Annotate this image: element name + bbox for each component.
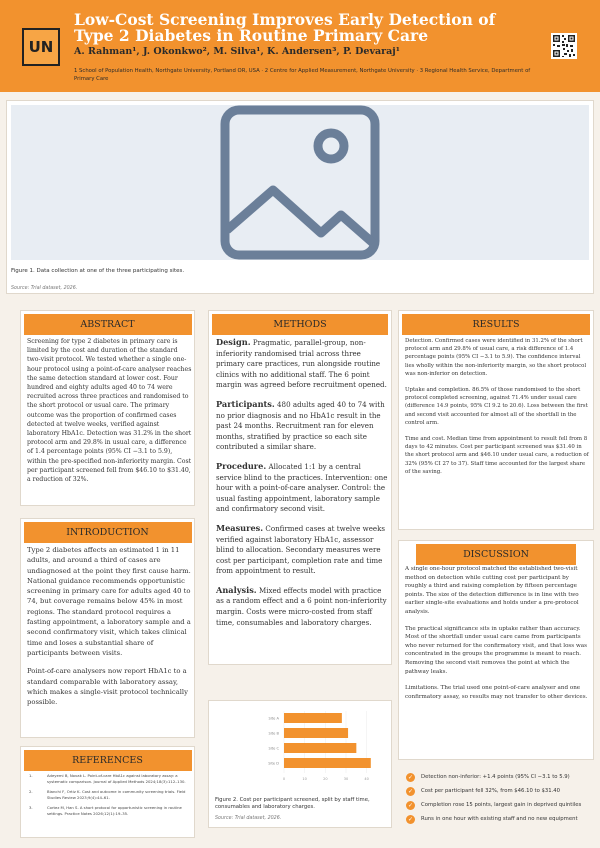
chart-bar xyxy=(284,728,348,738)
chart-bar xyxy=(284,758,371,768)
university-logo: UN xyxy=(22,28,60,66)
chart-category-label: Site A xyxy=(268,716,279,721)
discussion-limitations: Limitations. The trial used one point-of-care analyser and one confirmatory assay, so results may not transfer to other devices. xyxy=(405,685,588,700)
introduction-panel xyxy=(20,518,195,738)
reference-item: 1. Adeyemi B, Novak L. Point-of-care HbA1c against laboratory assay: a systematic comparison. Journal of Applied Methods 2024;18(3):112–130. xyxy=(29,773,186,784)
check-icon: ✓ xyxy=(407,773,414,781)
image-placeholder-icon xyxy=(11,105,589,260)
abstract-text: Screening for type 2 diabetes in primary care is limited by the cost and duration of the standard two-visit protocol. We tested whether a single one-hour protocol using a point-of-care analyser reaches the same detection standard at lower cost. Four hundred and eighty adults aged 40 to 74 were recruited across three practices and randomised to the short protocol or usual care. The primary outcome was the proportion of confirmed cases detected at twelve weeks, verified against laboratory HbA1c. Detection was 31.2% in the short protocol arm and 29.8% in usual care, a difference of 1.4 percentage points (95% CI −3.1 to 5.9), within the pre-specified non-inferiority margin. Cost per participant screened fell from $46.10 to $31.40, a reduction of 32%. xyxy=(27,338,192,484)
chart-bar xyxy=(284,743,356,753)
finding-item: ✓ Completion rose 15 points, largest gain in deprived quintiles xyxy=(407,801,582,809)
chart-x-tick-label: 10 xyxy=(302,777,307,781)
cost-bar-chart xyxy=(209,701,393,781)
chart-x-tick-label: 0 xyxy=(282,777,286,781)
results-detection: Detection. Confirmed cases were identified in 31.2% of the short protocol arm and 29.8% of usual care, a risk difference of 1.4 percentage points (95% CI −3.1 to 5.9). The confidence interval lies wholly within the non-inferiority margin, so the short protocol was non-inferior on detection. xyxy=(405,338,587,377)
discussion-heading: DISCUSSION xyxy=(416,544,576,565)
image-placeholder xyxy=(11,105,589,260)
discussion-panel xyxy=(398,540,594,760)
results-time-cost: Time and cost. Median time from appointment to result fell from 8 days to 42 minutes. Cost per participant screened was $31.40 in the short protocol arm and $46.10 under usual care, a reduction of 32% (95% CI 27 to 37). Staff time accounted for the largest share of the saving. xyxy=(405,436,589,475)
reference-item: 2. Bianchi F, Ortiz K. Cost and outcome in community screening trials. Field Studies Review 2023;9(4):44–61. xyxy=(29,789,186,800)
check-icon: ✓ xyxy=(407,787,414,795)
figure-2-card xyxy=(208,700,392,828)
reference-item: 3. Cortez M, Han S. A short protocol for opportunistic screening in routine settings. Practice Notes 2026;12(1):19–35. xyxy=(29,805,182,816)
references-panel xyxy=(20,746,195,838)
author-list: A. Rahman¹, J. Okonkwo², M. Silva¹, K. Andersen³, P. Devaraj¹ xyxy=(74,46,400,57)
finding-item: ✓ Runs in one hour with existing staff and no new equipment xyxy=(407,815,578,823)
methods-measures: Measures. Confirmed cases at twelve weeks verified against laboratory HbA1c, assessor blind to allocation. Secondary measures were cost per participant, completion rate and time from appointment to result. xyxy=(216,522,386,576)
intro-paragraph: Point-of-care analysers now report HbA1c to a standard comparable with laboratory assay, which makes a single-visit protocol technically possible. xyxy=(27,667,188,707)
abstract-heading: ABSTRACT xyxy=(24,314,192,335)
methods-design: Design. Pragmatic, parallel-group, non-inferiority randomised trial across three primary care practices, run alongside routine clinics with no additional staff. The 6 point margin was agreed before recruitment opened. xyxy=(216,337,387,390)
chart-category-label: Site C xyxy=(268,746,279,751)
chart-x-tick-label: 20 xyxy=(323,777,328,781)
figure-2-source: Source: Trial dataset, 2026. xyxy=(215,816,282,821)
discussion-paragraph: The practical significance sits in uptake rather than accuracy. Most of the shortfall under usual care came from participants who never returned for the confirmatory visit, and that loss was concentrated in the groups the programme is meant to reach. Removing the second visit removes the point at which the pathway leaks. xyxy=(405,625,587,675)
methods-procedure: Procedure. Allocated 1:1 by a central service blind to the practices. Intervention: one hour with a point-of-care analyser. Control: the usual fasting appointment, laboratory sample and confirmatory second visit. xyxy=(216,460,388,514)
discussion-paragraph: A single one-hour protocol matched the established two-visit method on detection while cutting cost per participant by roughly a third and raising completion by fifteen percentage points. The size of the detection difference is in line with two earlier single-site evaluations and holds under a pre-protocol analysis. xyxy=(405,566,579,615)
references-heading: REFERENCES xyxy=(24,750,192,771)
finding-item: ✓ Detection non-inferior: +1.4 points (95% CI −3.1 to 5.9) xyxy=(407,773,570,781)
qr-code-icon xyxy=(551,33,577,59)
chart-bar xyxy=(284,713,342,723)
chart-category-label: Site D xyxy=(268,761,279,766)
figure-1-card xyxy=(6,100,594,294)
chart-x-tick-label: 30 xyxy=(343,777,349,781)
figure-1-caption: Figure 1. Data collection at one of the three participating sites. xyxy=(11,268,185,274)
introduction-heading: INTRODUCTION xyxy=(24,522,192,543)
affiliations: 1 School of Population Health, Northgate University, Portland OR, USA · 2 Centre for Applied Measurement, Northgate University · 3 Regional Health Service, Department of Primary Care xyxy=(74,68,531,82)
abstract-panel xyxy=(20,310,195,506)
chart-x-tick-label: 40 xyxy=(364,777,369,781)
results-uptake: Uptake and completion. 86.5% of those randomised to the short protocol completed screening, against 71.4% under usual care (difference 14.9 points, 95% CI 9.2 to 20.6). Loss between the first and second visit accounted for almost all of the shortfall in the control arm. xyxy=(405,387,588,426)
methods-analysis: Analysis. Mixed effects model with practice as a random effect and a 6 point non-inferiority margin. Costs were micro-costed from staff time, consumables and laboratory charges. xyxy=(216,584,387,627)
results-panel xyxy=(398,310,594,530)
finding-item: ✓ Cost per participant fell 32%, from $46.10 to $31.40 xyxy=(407,787,561,795)
intro-paragraph: Type 2 diabetes affects an estimated 1 in 11 adults, and around a third of cases are undiagnosed at the point they first cause harm. National guidance recommends opportunistic screening in primary care for adults aged 40 to 74, but coverage remains below 45% in most regions. The standard protocol requires a fasting appointment, a laboratory sample and a second confirmatory visit, which takes clinical time and loses a substantial share of participants between visits. xyxy=(27,546,191,657)
poster-title: Low-Cost Screening Improves Early Detection of Type 2 Diabetes in Routine Primary Care xyxy=(74,10,496,45)
figure-2-caption: Figure 2. Cost per participant screened, split by staff time, consumables and laboratory charges. xyxy=(215,797,370,810)
check-icon: ✓ xyxy=(407,801,414,809)
poster-header xyxy=(0,0,600,92)
methods-panel xyxy=(208,310,392,665)
methods-heading: METHODS xyxy=(212,314,388,335)
check-icon: ✓ xyxy=(407,815,414,823)
results-heading: RESULTS xyxy=(402,314,590,335)
methods-participants: Participants. 480 adults aged 40 to 74 with no prior diagnosis and no HbA1c result in the past 24 months. Recruitment ran for eleven months, stratified by practice so each site contributed a similar share. xyxy=(216,398,385,452)
figure-1-source: Source: Trial dataset, 2026. xyxy=(11,286,78,291)
chart-category-label: Site B xyxy=(268,731,279,736)
